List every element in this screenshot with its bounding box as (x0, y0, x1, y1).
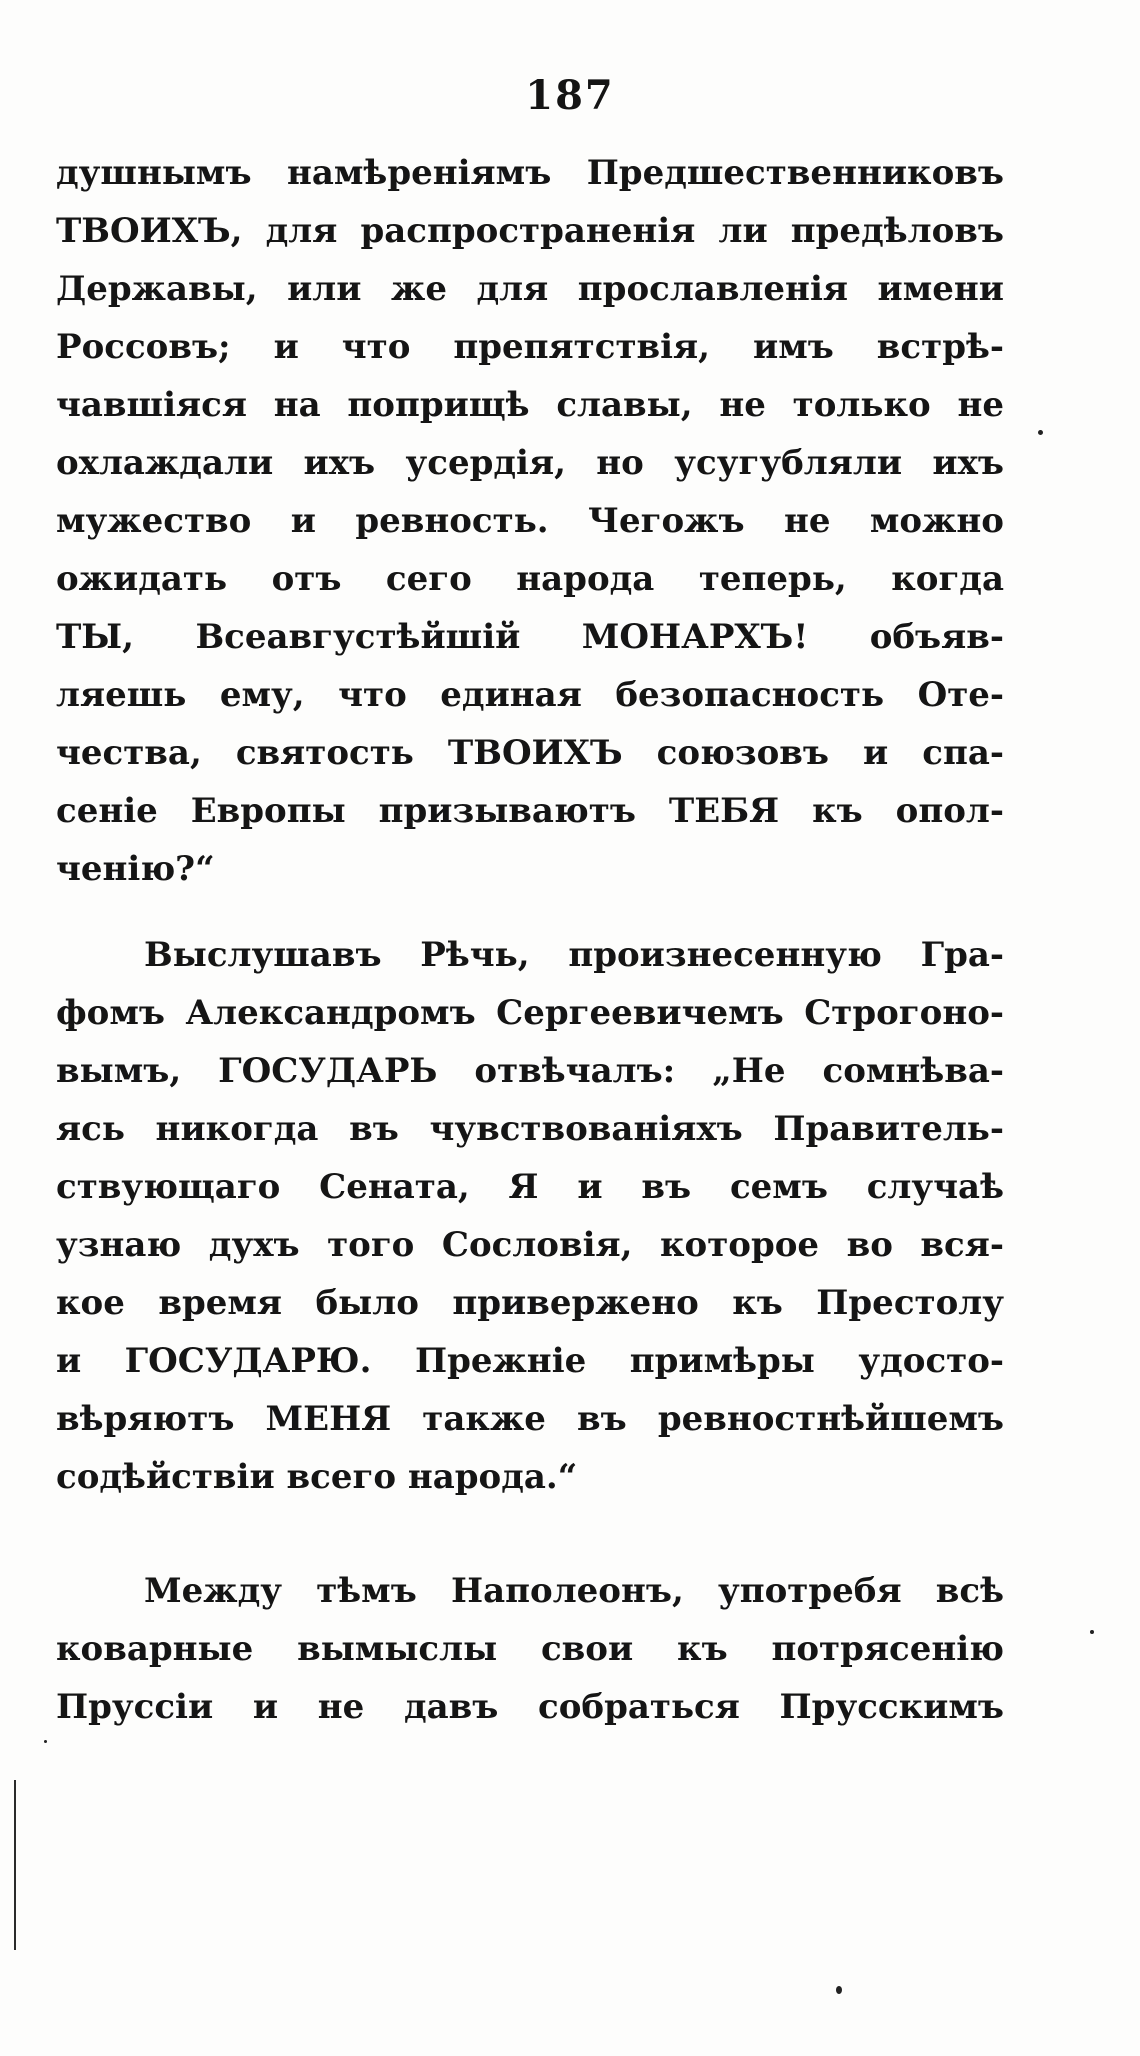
text-line: ляешь ему, что единая безопасность Оте- (56, 675, 1004, 715)
text-line: узнаю духъ того Сословія, которое во вся- (56, 1225, 1004, 1265)
text-line: чавшіяся на поприщѣ славы, не только не (56, 385, 1004, 425)
text-line: ствующаго Сената, Я и въ семъ случаѣ (56, 1167, 1004, 1207)
text-line: кое время было привержено къ Престолу (56, 1283, 1004, 1323)
text-line: фомъ Александромъ Сергеевичемъ Строгоно- (56, 993, 1004, 1033)
text-line: Пруссіи и не давъ собраться Прусскимъ (56, 1687, 1004, 1727)
text-line: содѣйствіи всего народа.“ (56, 1457, 578, 1497)
text-line: ТВОИХЪ, для распространенія ли предѣловъ (56, 211, 1004, 251)
ink-speck (1090, 1630, 1094, 1634)
paragraph-2 (56, 926, 1004, 1506)
text-line: мужество и ревность. Чегожъ не можно (56, 501, 1004, 541)
text-line: Между тѣмъ Наполеонъ, употребя всѣ (144, 1571, 1004, 1611)
text-line: и ГОСУДАРЮ. Прежніе примѣры удосто- (56, 1341, 1004, 1381)
text-line: вымъ, ГОСУДАРЬ отвѣчалъ: „Не сомнѣва- (56, 1051, 1004, 1091)
text-line: сеніе Европы призываютъ ТЕБЯ къ опол- (56, 791, 1004, 831)
text-line: Россовъ; и что препятствія, имъ встрѣ- (56, 327, 1004, 367)
text-line: ТЫ, Всеавгустѣйшій МОНАРХЪ! объяв- (56, 617, 1004, 657)
text-line: душнымъ намѣреніямъ Предшественниковъ (56, 153, 1004, 193)
ink-speck (44, 1740, 47, 1743)
page-number: 187 (525, 72, 615, 119)
paragraph-1 (56, 144, 1004, 898)
ink-speck (1038, 430, 1043, 435)
paragraph-3 (56, 1562, 1004, 1736)
text-line: ясь никогда въ чувствованіяхъ Правитель- (56, 1109, 1004, 1149)
page-edge-line (14, 1780, 16, 1950)
text-line: ченію?“ (56, 849, 215, 889)
text-line: Выслушавъ Рѣчь, произнесенную Гра- (144, 935, 1004, 975)
ink-speck (836, 1986, 842, 1994)
text-line: коварные вымыслы свои къ потрясенію (56, 1629, 1004, 1669)
text-line: Державы, или же для прославленія имени (56, 269, 1004, 309)
text-line: вѣряютъ МЕНЯ также въ ревностнѣйшемъ (56, 1399, 1004, 1439)
text-line: охлаждали ихъ усердія, но усугубляли ихъ (56, 443, 1004, 483)
text-line: ожидать отъ сего народа теперь, когда (56, 559, 1004, 599)
text-line: чества, святость ТВОИХЪ союзовъ и спа- (56, 733, 1004, 773)
